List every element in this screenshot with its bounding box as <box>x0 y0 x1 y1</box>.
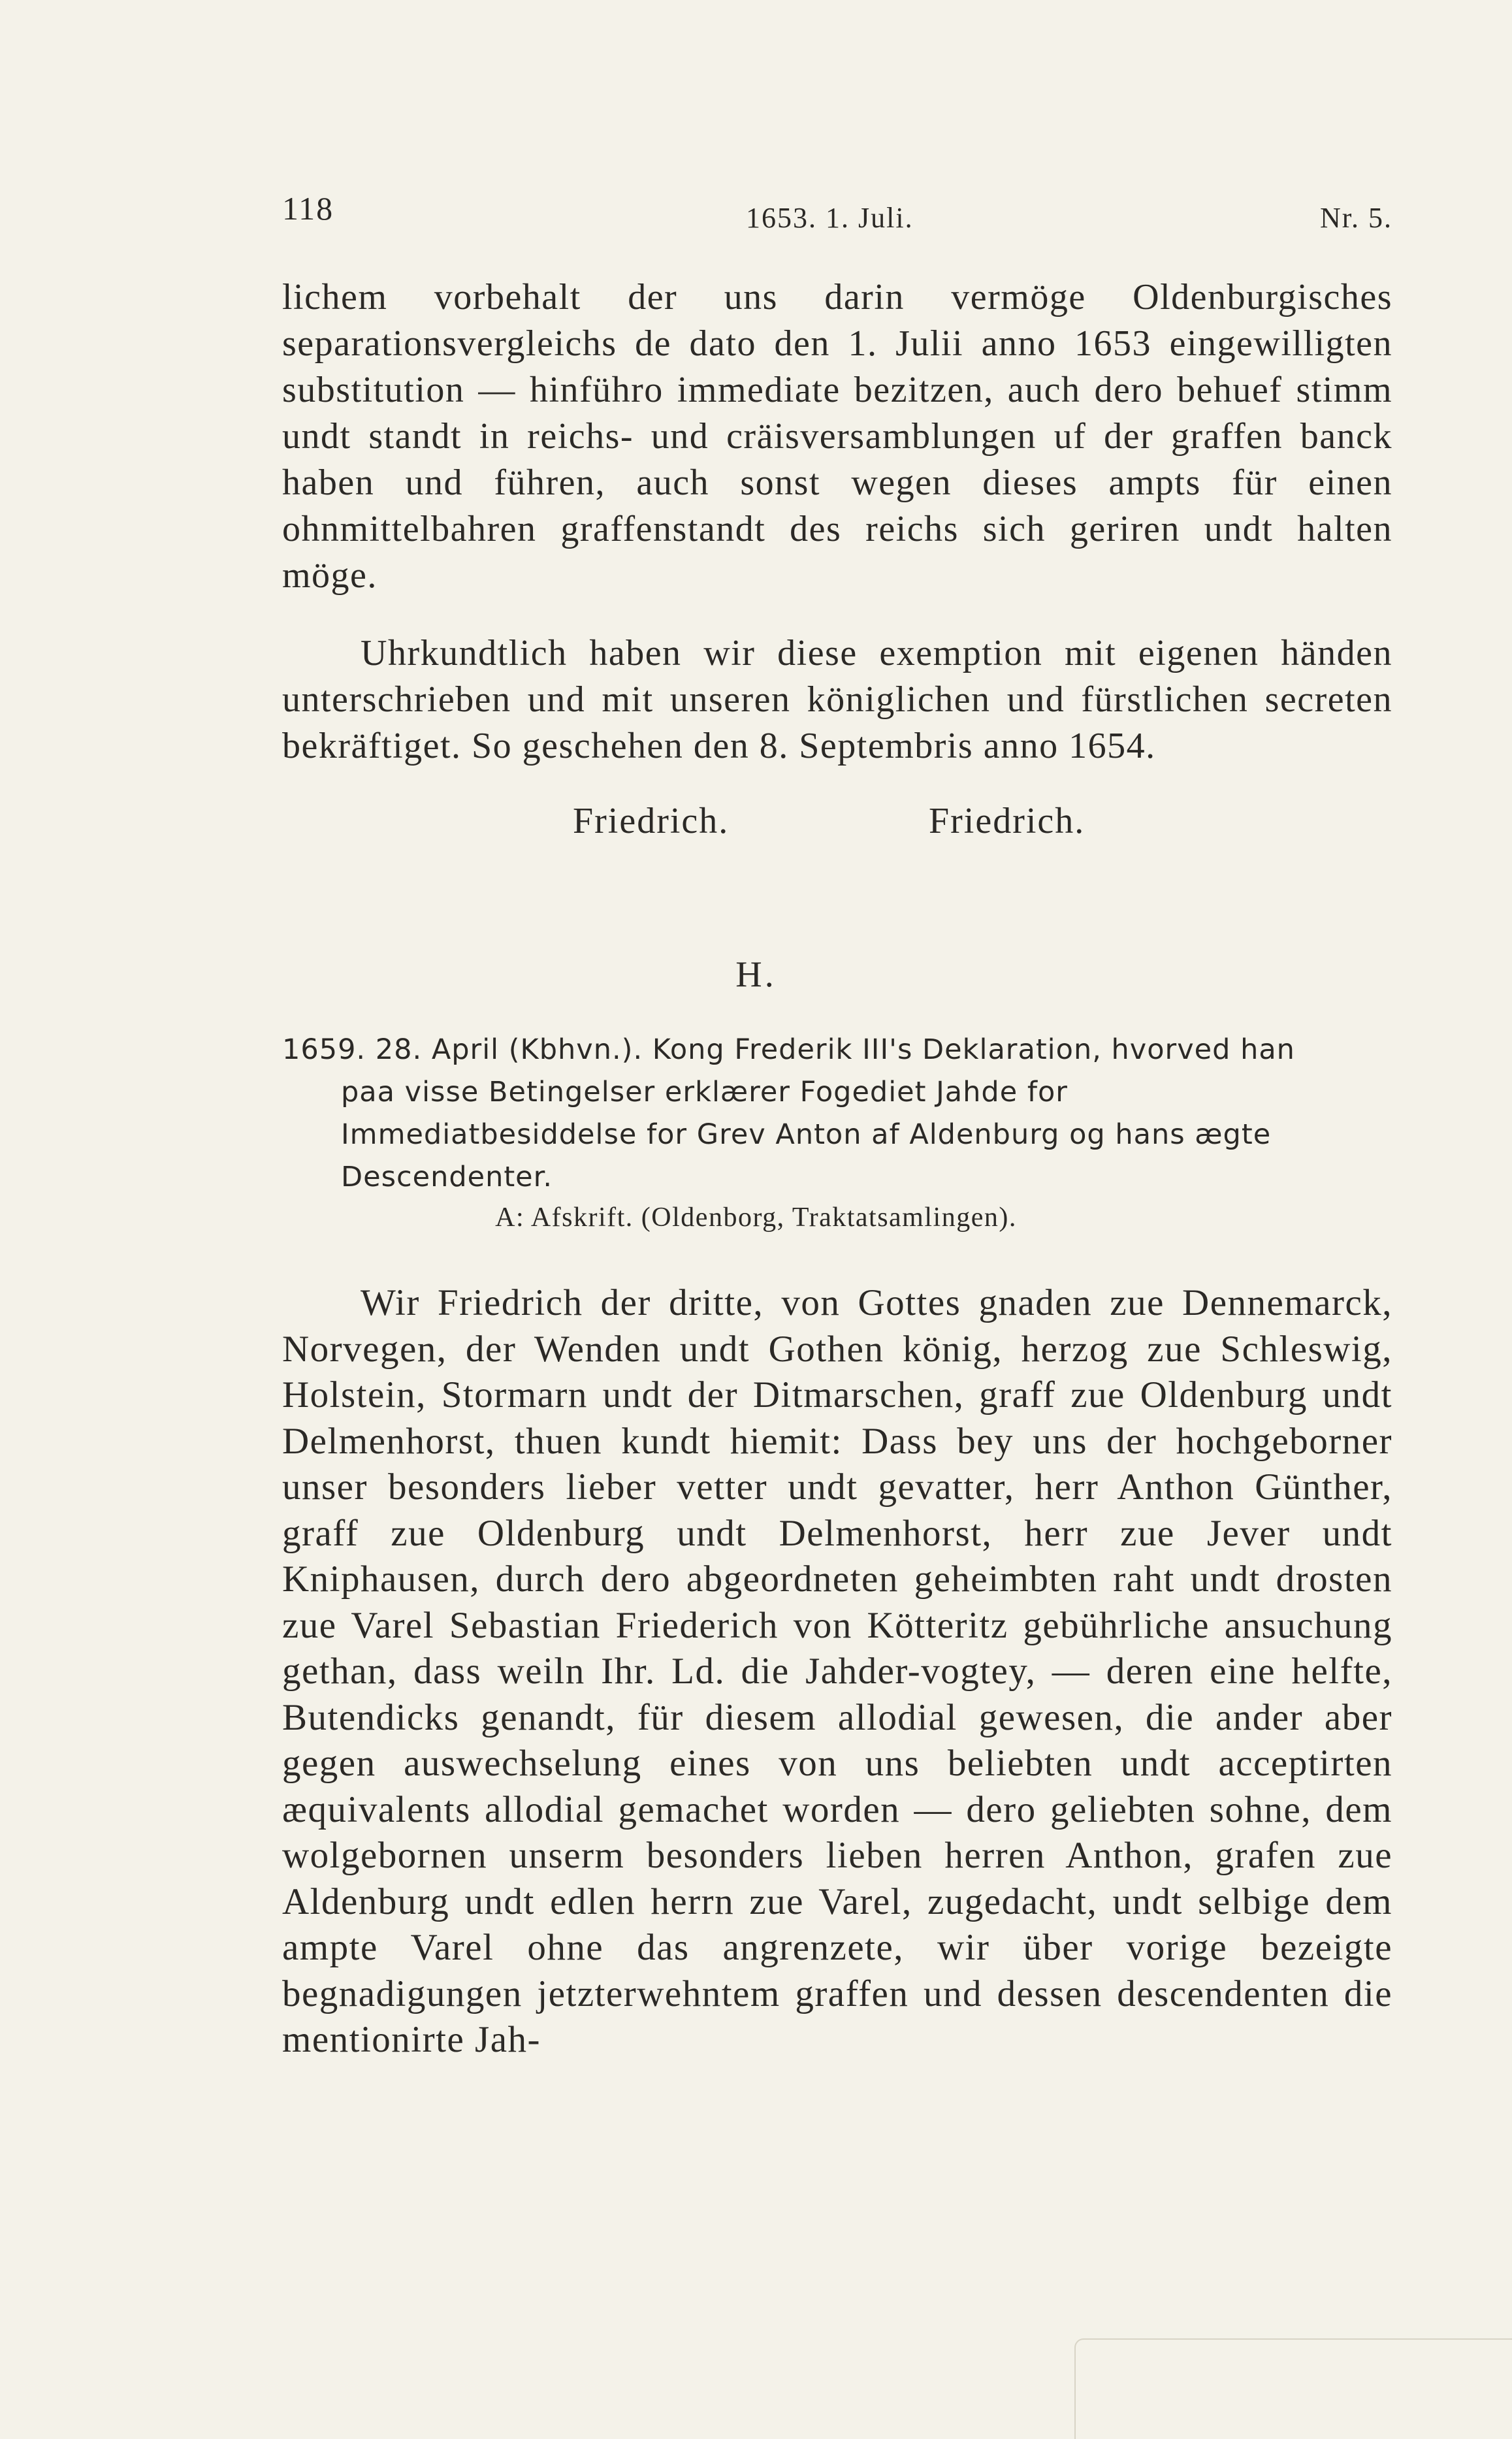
signature-2: Friedrich. <box>929 801 1086 841</box>
page-number: 118 <box>282 190 334 227</box>
document-body <box>282 1280 1392 2063</box>
continuation-paragraph <box>282 274 1392 599</box>
paragraph-text: lichem vorbehalt der uns darin vermöge Oldenburgisches separationsvergleichs de dato den 1. Julii anno 1653 eingewilligten substitution — hinführo immediate bezitzen, auch dero behuef stimm undt standt in reichs- und cräisversamblungen uf der graffen banck haben und führen, auch sonst wegen dieses ampts für einen ohnmittelbahren graffenstandt des reichs sich geriren undt halten möge. <box>282 277 1392 596</box>
document-summary <box>282 1029 1353 1199</box>
document-number: Nr. 5. <box>1320 202 1392 234</box>
signature-1: Friedrich. <box>573 801 730 841</box>
running-head <box>282 189 1392 235</box>
header-date: 1653. 1. Juli. <box>746 202 914 234</box>
summary-first-line: 1659. 28. April (Kbhvn.). Kong Frederik III's Deklaration, hvorved han <box>282 1033 1295 1066</box>
signatures <box>282 800 1392 852</box>
summary-continuation: paa visse Betingelser erklærer Fogediet Jahde for Immediatbesiddelse for Grev Anton af Aldenburg og hans ægte Descendenter. <box>341 1076 1272 1193</box>
page-edge-shadow <box>1074 2338 1512 2439</box>
section-heading: H. <box>735 954 777 995</box>
source-note: A: Afskrift. (Oldenborg, Traktatsamlingen). <box>495 1203 1017 1233</box>
closing-paragraph <box>282 630 1392 769</box>
paragraph-text: Uhrkundtlich haben wir diese exemption mit eigenen händen unterschrieben und mit unseren königlichen und fürstlichen secreten bekräftiget. So geschehen den 8. Septembris anno 1654. <box>282 633 1392 766</box>
paragraph-text: Wir Friedrich der dritte, von Gottes gnaden zue Dennemarck, Norvegen, der Wenden undt Gothen könig, herzog zue Schleswig, Holstein, Stormarn undt der Ditmarschen, graff zue Oldenburg undt Delmenhorst, thuen kundt hiemit: Dass bey uns der hochgeborner unser besonders lieber vetter undt gevatter, herr Anthon Günther, graff zue Oldenburg undt Delmenhorst, herr zue Jever undt Kniphausen, durch dero abgeordneten geheimbten raht undt drosten zue Varel Sebastian Friederich von Kötteritz gebührliche ansuchung gethan, dass weiln Ihr. Ld. die Jahder-vogtey, — deren eine helfte, Butendicks genandt, für diesem allodial gewesen, die ander aber gegen auswechselung eines von uns beliebten undt acceptirten æquivalents allodial gemachet worden — dero geliebten sohne, dem wolgebornen unserm besonders lieben herren Anthon, grafen zue Aldenburg undt edlen herrn zue Varel, zugedacht, undt selbige dem ampte Varel ohne das angrenzete, wir über vorige bezeigte begnadigungen jetzterwehntem graffen und dessen descendenten die mentionirte Jah- <box>282 1282 1392 2060</box>
